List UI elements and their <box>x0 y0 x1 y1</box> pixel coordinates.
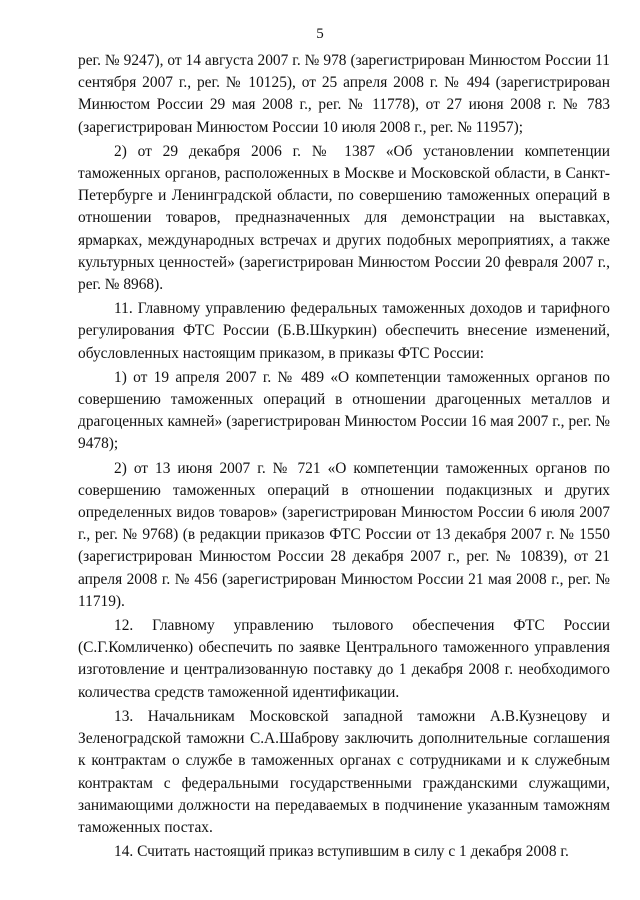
paragraph-item-2: 2) от 29 декабря 2006 г. № 1387 «Об установлении компетенции таможенных органов, расположенных в Москве и Московской области, в Санкт-Петербурге и Ленинградской области, по совершению таможенных операций в отношении товаров, предназначенных для демонстрации на выставках, ярмарках, международных встречах и других подобных мероприятиях, а также культурных ценностей» (зарегистрирован Минюстом России 20 февраля 2007 г., рег. № 8968). <box>78 142 610 294</box>
paragraph-section-11-item-2: 2) от 13 июня 2007 г. № 721 «О компетенции таможенных органов по совершению таможенных операций в отношении подакцизных и других определенных видов товаров» (зарегистрирован Минюстом России 6 июля 2007 г., рег. № 9768) (в редакции приказов ФТС России от 13 декабря 2007 г. № 1550 (зарегистрирован Минюстом России 28 декабря 2007 г., рег. № 10839), от 21 апреля 2008 г. № 456 (зарегистрирован Минюстом России 21 мая 2008 г., рег. № 11719). <box>78 459 610 610</box>
paragraph-section-14: 14. Считать настоящий приказ вступившим в силу с 1 декабря 2008 г. <box>114 843 569 861</box>
page-number: 5 <box>316 26 324 42</box>
paragraph-section-12: 12. Главному управлению тылового обеспечения ФТС России (С.Г.Комличенко) обеспечить по заявке Центрального таможенного управления изготовление и централизованную поставку до 1 декабря 2008 г. необходимого количества средств таможенной идентификации. <box>78 617 610 701</box>
document-body <box>78 50 610 865</box>
paragraph-section-11-item-1: 1) от 19 апреля 2007 г. № 489 «О компетенции таможенных органов по совершению таможенных операций в отношении драгоценных металлов и драгоценных камней» (зарегистрирован Минюстом России 16 мая 2007 г., рег. № 9478); <box>78 368 610 453</box>
paragraph-continuation: рег. № 9247), от 14 августа 2007 г. № 978 (зарегистрирован Минюстом России 11 сентября 2007 г., рег. № 10125), от 25 апреля 2008 г. № 494 (зарегистрирован Минюстом России 29 мая 2008 г., рег. № 11778), от 27 июня 2008 г. № 783 (зарегистрирован Минюстом России 10 июля 2008 г., рег. № 11957); <box>78 52 610 136</box>
paragraph-section-11: 11. Главному управлению федеральных таможенных доходов и тарифного регулирования ФТС России (Б.В.Шкуркин) обеспечить внесение изменений, обусловленных настоящим приказом, в приказы ФТС России: <box>78 300 610 362</box>
paragraph-section-13: 13. Начальникам Московской западной таможни А.В.Кузнецову и Зеленоградской таможни С.А.Шаброву заключить дополнительные соглашения к контрактам о службе в таможенных органах с сотрудниками и к служебным контрактам с федеральными государственными гражданскими служащими, занимающими должности на передаваемых в подчинение указанным таможням таможенных постах. <box>78 707 610 836</box>
